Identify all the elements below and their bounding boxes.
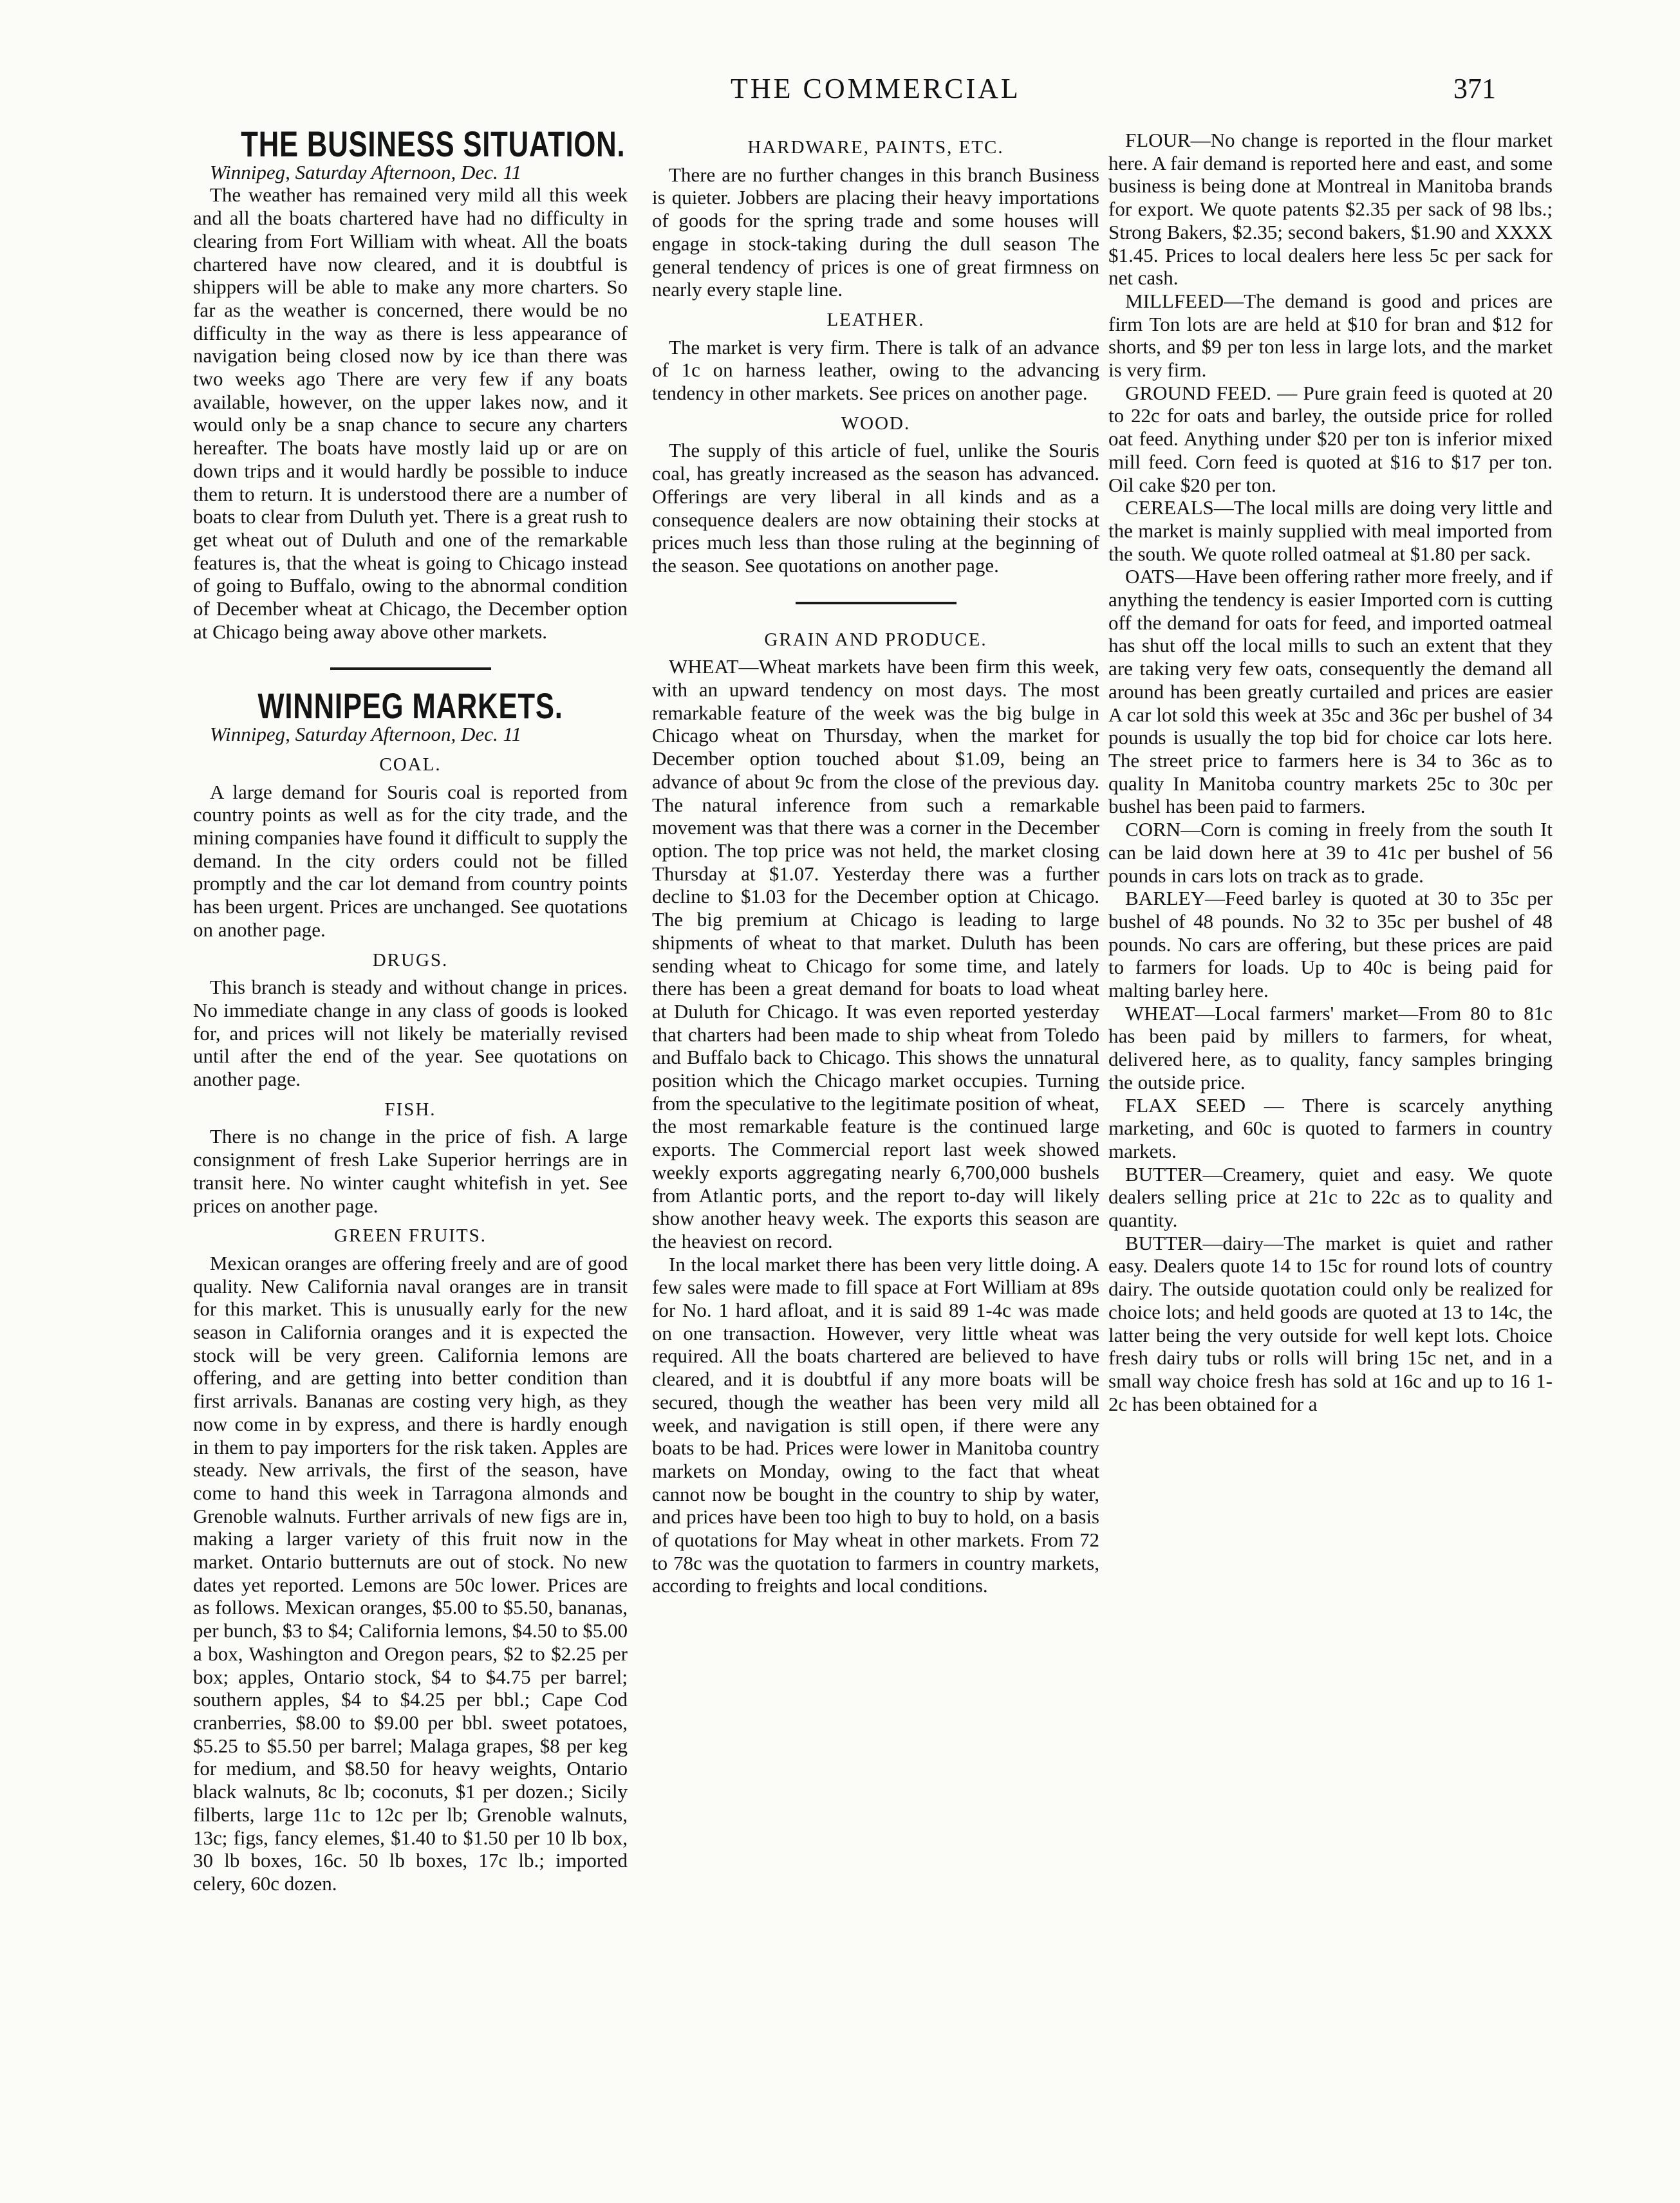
subhead-wood: WOOD. bbox=[841, 413, 911, 434]
section-divider bbox=[796, 602, 957, 604]
butter-creamery-paragraph: BUTTER—Creamery, quiet and easy. We quote dealers selling price at 21c to 22c as to quality and quantity. bbox=[1108, 1162, 1553, 1232]
fish-paragraph: There is no change in the price of fish. A large consignment of fresh Lake Superior herrings are in transit here. No winter caught whitefish in yet. See prices on another page. bbox=[193, 1125, 628, 1217]
leather-paragraph: The market is very firm. There is talk of an advance of 1c on harness leather, owing to the advancing tendency in other markets. See prices on another page. bbox=[652, 335, 1099, 405]
farmers-wheat-paragraph: WHEAT—Local farmers' market—From 80 to 81c has been paid by millers to farmers, for wheat, delivered here, as to quality, fancy samples bringing the outside price. bbox=[1108, 1001, 1553, 1093]
ground-feed-paragraph: GROUND FEED. — Pure grain feed is quoted at 20 to 22c for oats and barley, the outside price for rolled oat feed. Anything under $20 per ton is inferior mixed mill feed. Corn feed is quoted at $16 to $17 per ton. Oil cake $20 per ton. bbox=[1108, 381, 1553, 496]
local-wheat-paragraph: In the local market there has been very little doing. A few sales were made to fill space at Fort William at 89s for No. 1 hard afloat, and it is said 89 1-4c was made on one transaction. However, very little wheat was required. All the boats chartered are believed to have cleared, and it is doubtful if any more boats will be secured, though the weather has been very mild all week, and navigation is still open, if there were any boats to be had. Prices were lower in Manitoba country markets on Monday, owing to the fact that wheat cannot now be bought in the country to ship by water, and prices have been too high to buy to hold, on a basis of quotations for May wheat in other markets. From 72 to 78c was the quotation to farmers in country markets, according to freights and local conditions. bbox=[652, 1252, 1099, 1597]
wheat-paragraph: WHEAT—Wheat markets have been firm this week, with an upward tendency on most days. The most remarkable feature of the week was the big bulge in Chicago wheat on Thursday, when the market for December option touched about $1.09, being an advance of about 9c from the close of the previous day. The natural inference from such a remarkable movement was that there was a corner in the December option. The top price was not held, the market closing Thursday at $1.07. Yesterday there was a further decline to $1.03 for the December option at Chicago. The big premium at Chicago is leading to large shipments of wheat to that market. Duluth has been sending wheat to Chicago for some time, and lately there has been a great demand for boats to load wheat at Duluth for Chicago. It was even reported yesterday that charters had been made to ship wheat from Toledo and Buffalo back to Chicago. This shows the unnatural position which the Chicago market occupies. Turning from the speculative to the legitimate position of wheat, the most remarkable feature is the continued large exports. The Commercial report last week showed weekly exports aggregating nearly 6,700,000 bushels from Atlantic ports, and the report to-day will likely show another heavy week. The exports this season are the heaviest on record. bbox=[652, 655, 1099, 1252]
column-3 bbox=[1108, 129, 1553, 1415]
subhead-fish: FISH. bbox=[384, 1099, 436, 1120]
business-paragraph: The weather has remained very mild all this week and all the boats chartered have had no difficulty in clearing from Fort William with wheat. All the boats chartered have now cleared, and it is doubtful is shippers will be able to make any more charters. So far as the weather is concerned, there would be no difficulty in the way as there is less appearance of navigation being closed now by ice than there was two weeks ago There are very few if any boats available, however, on the upper lakes now, and it would only be a snap chance to secure any charters hereafter. The boats have mostly laid up or are on down trips and it would hardly be possible to induce them to return. It is understood there are a number of boats to clear from Duluth yet. There is a great rush to get wheat out of Duluth and one of the remarkable features is, that the wheat is going to Chicago instead of going to Buffalo, owing to the abnormal condition of December wheat at Chicago, the December option at Chicago being away above other markets. bbox=[193, 183, 628, 643]
oats-paragraph: OATS—Have been offering rather more freely, and if anything the tendency is easier Imported corn is cutting off the demand for oats for feed, and imported oatmeal has shut off the local mills to such an extent that they are taking very few oats, consequently the demand all around has been greatly curtailed and prices are easier A car lot sold this week at 35c and 36c per bushel of 34 pounds is usually the top bid for choice car lots here. The street price to farmers here is 34 to 36c as to quality In Manitoba country markets 25c to 30c per bushel has been paid to farmers. bbox=[1108, 565, 1553, 818]
headline-business-situation: THE BUSINESS SITUATION. bbox=[241, 124, 626, 164]
publication-title: THE COMMERCIAL bbox=[731, 73, 1021, 104]
section-divider bbox=[330, 667, 491, 670]
subhead-grain-produce: GRAIN AND PRODUCE. bbox=[764, 629, 987, 650]
subhead-hardware: HARDWARE, PAINTS, ETC. bbox=[747, 137, 1004, 158]
column-2 bbox=[652, 129, 1099, 1597]
coal-paragraph: A large demand for Souris coal is reported from country points as well as for the city trade, and the mining companies have found it difficult to supply the demand. In the city orders could not be filled promptly and the car lot demand from country points has been urgent. Prices are unchanged. See quotations on another page. bbox=[193, 780, 628, 941]
dateline: Winnipeg, Saturday Afternoon, Dec. 11 bbox=[210, 723, 522, 746]
column-1 bbox=[193, 124, 628, 1895]
hardware-paragraph: There are no further changes in this branch Business is quieter. Jobbers are placing their heavy importations of goods for the spring trade and some houses will engage in stock-taking during the dull season The general tendency of prices is one of great firmness on nearly every staple line. bbox=[652, 163, 1099, 301]
subhead-leather: LEATHER. bbox=[826, 309, 925, 330]
subhead-green-fruits: GREEN FRUITS. bbox=[333, 1225, 487, 1247]
cereals-paragraph: CEREALS—The local mills are doing very little and the market is mainly supplied with meal imported from the south. We quote rolled oatmeal at $1.80 per sack. bbox=[1108, 496, 1553, 565]
butter-dairy-paragraph: BUTTER—dairy—The market is quiet and rather easy. Dealers quote 14 to 15c for round lots of country dairy. The outside quotation could only be realized for choice lots; and held goods are quoted at 13 to 14c, the latter being the very outside for well kept lots. Choice fresh dairy tubs or rolls will bring 15c net, and in a small way choice fresh has sold at 16c and up to 16 1-2c has been obtained for a bbox=[1108, 1231, 1553, 1415]
page-header bbox=[0, 72, 1680, 111]
subhead-drugs: DRUGS. bbox=[372, 949, 449, 971]
flax-seed-paragraph: FLAX SEED — There is scarcely anything marketing, and 60c is quoted to farmers in country markets. bbox=[1108, 1093, 1553, 1162]
fruits-paragraph: Mexican oranges are offering freely and are of good quality. New California naval oranges are in transit for this market. This is unusually early for the new season in California oranges and it is expected the stock will be very green. California lemons are offering, and are getting into better condition than first arrivals. Bananas are costing very high, as they now come in by express, and there is hardly enough in them to pay importers for the risk taken. Apples are steady. New arrivals, the first of the season, have come to hand this week in Tarragona almonds and Grenoble walnuts. Further arrivals of new figs are in, making a larger variety of this fruit now in the market. Ontario butternuts are out of stock. No new dates yet reported. Lemons are 50c lower. Prices are as follows. Mexican oranges, $5.00 to $5.50, bananas, per bunch, $3 to $4; California lemons, $4.50 to $5.00 a box, Washington and Oregon pears, $2 to $2.25 per box; apples, Ontario stock, $4 to $4.75 per barrel; southern apples, $4 to $4.25 per bbl.; Cape Cod cranberries, $8.00 to $9.00 per bbl. sweet potatoes, $5.25 to $5.50 per barrel; Malaga grapes, $8 per keg for medium, and $8.50 for heavy weights, Ontario black walnuts, 8c lb; coconuts, $1 per dozen.; Sicily filberts, large 11c to 12c per lb; Grenoble walnuts, 13c; figs, fancy elemes, $1.40 to $1.50 per 10 lb box, 30 lb boxes, 16c. 50 lb boxes, 17c lb.; imported celery, 60c dozen. bbox=[193, 1251, 628, 1895]
flour-paragraph: FLOUR—No change is reported in the flour market here. A fair demand is reported here and east, and some business is being done at Montreal in Manitoba brands for export. We quote patents $2.35 per sack of 98 lbs.; Strong Bakers, $2.35; second bakers, $1.90 and XXXX $1.45. Prices to local dealers here less 5c per sack for net cash. bbox=[1108, 129, 1553, 290]
headline-winnipeg-markets: WINNIPEG MARKETS. bbox=[257, 685, 563, 727]
wood-paragraph: The supply of this article of fuel, unlike the Souris coal, has greatly increased as the season has advanced. Offerings are very liberal in all kinds and as a consequence dealers are now obtaining their stocks at prices much less than those ruling at the beginning of the season. See quotations on another page. bbox=[652, 439, 1099, 577]
subhead-coal: COAL. bbox=[379, 754, 442, 775]
barley-paragraph: BARLEY—Feed barley is quoted at 30 to 35c per bushel of 48 pounds. No 32 to 35c per bushel of 48 pounds. No cars are offering, but these prices are paid to farmers for loads. Up to 40c is being paid for malting barley here. bbox=[1108, 887, 1553, 1002]
dateline: Winnipeg, Saturday Afternoon, Dec. 11 bbox=[210, 160, 522, 183]
drugs-paragraph: This branch is steady and without change in prices. No immediate change in any class of goods is looked for, and prices will not likely be materially revised until after the end of the year. See quotations on another page. bbox=[193, 976, 628, 1091]
millfeed-paragraph: MILLFEED—The demand is good and prices are firm Ton lots are are held at $10 for bran and $12 for shorts, and $9 per ton less in large lots, and the market is very firm. bbox=[1108, 289, 1553, 382]
corn-paragraph: CORN—Corn is coming in freely from the south It can be laid down here at 39 to 41c per bushel of 56 pounds in cars lots on track as to grade. bbox=[1108, 818, 1553, 887]
page-number: 371 bbox=[1453, 73, 1496, 104]
